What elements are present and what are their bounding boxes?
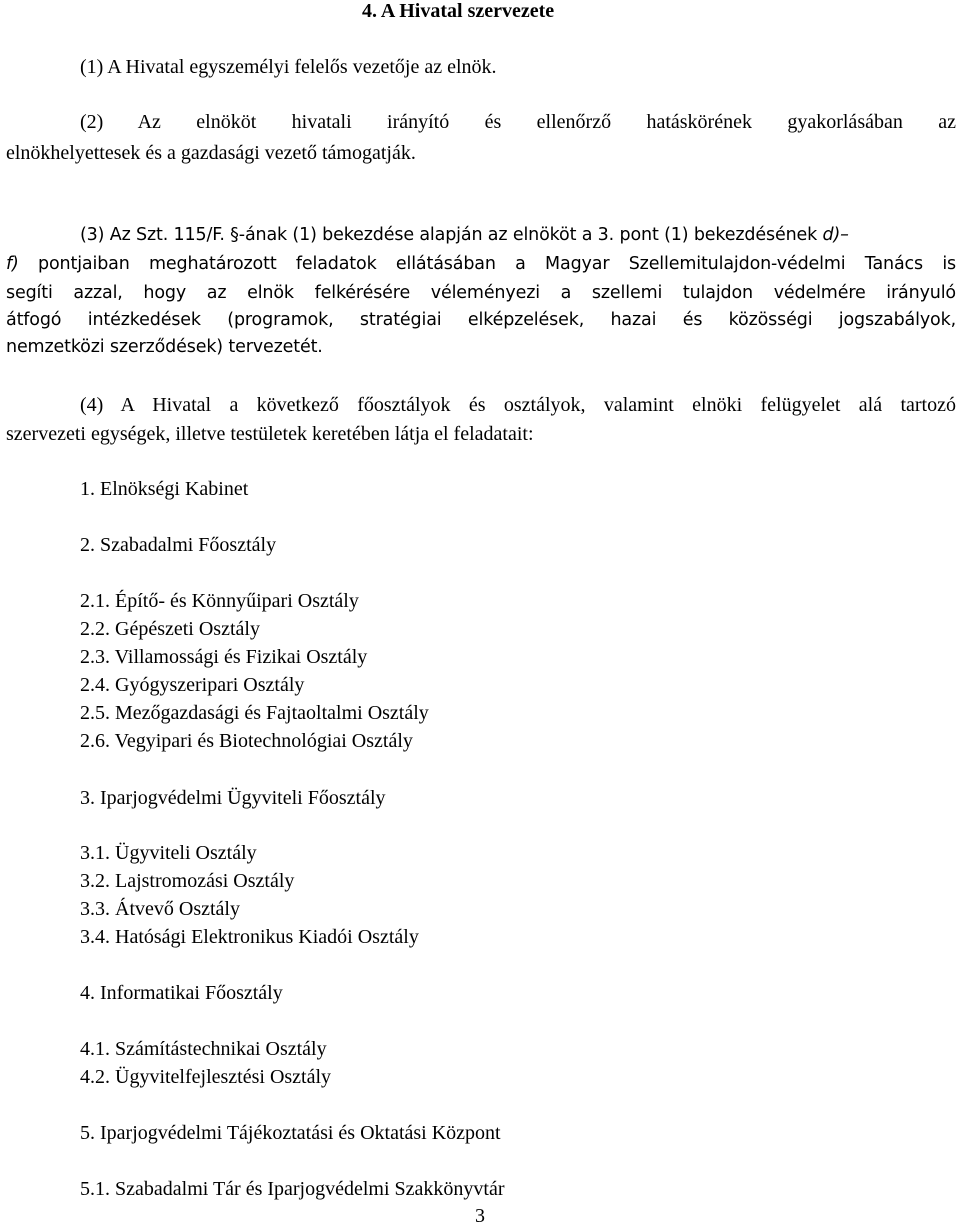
paragraph-3-line-3: segíti azzal, hogy az elnök felkérésére véleményezi a szellemi tulajdon védelmére irányuló xyxy=(6,283,956,303)
paragraph-3-line-1 xyxy=(80,225,849,245)
list-item: 2.5. Mezőgazdasági és Fajtaoltalmi Osztály xyxy=(80,702,429,724)
paragraph-4-line-2: szervezeti egységek, illetve testületek keretében látja el feladatait: xyxy=(6,423,534,445)
paragraph-4-line-1: (4) A Hivatal a következő főosztályok és osztályok, valamint elnöki felügyelet alá tartozó xyxy=(80,394,956,416)
paragraph-3-line-1-italic: d)– xyxy=(822,225,849,245)
list-item: 3.4. Hatósági Elektronikus Kiadói Osztály xyxy=(80,926,419,948)
list-item: 4.1. Számítástechnikai Osztály xyxy=(80,1038,327,1060)
paragraph-3-line-2-italic: f) xyxy=(6,254,19,274)
list-item: 3. Iparjogvédelmi Ügyviteli Főosztály xyxy=(80,787,386,809)
list-item: 4. Informatikai Főosztály xyxy=(80,982,283,1004)
paragraph-3-line-4: átfogó intézkedések (programok, stratégiai elképzelések, hazai és közösségi jogszabályok, xyxy=(6,310,956,330)
list-item: 1. Elnökségi Kabinet xyxy=(80,478,249,500)
list-item: 3.1. Ügyviteli Osztály xyxy=(80,842,257,864)
list-item: 5. Iparjogvédelmi Tájékoztatási és Oktatási Központ xyxy=(80,1122,501,1144)
list-item: 3.2. Lajstromozási Osztály xyxy=(80,870,295,892)
list-item: 2.4. Gyógyszeripari Osztály xyxy=(80,674,305,696)
paragraph-3-line-5: nemzetközi szerződések) tervezetét. xyxy=(6,337,323,357)
list-item: 5.1. Szabadalmi Tár és Iparjogvédelmi Szakkönyvtár xyxy=(80,1178,505,1200)
paragraph-3-line-2-text: pontjaiban meghatározott feladatok ellátásában a Magyar Szellemitulajdon-védelmi Tanács is xyxy=(38,254,956,274)
list-item: 2.2. Gépészeti Osztály xyxy=(80,618,260,640)
paragraph-3-line-1-text: (3) Az Szt. 115/F. §-ának (1) bekezdése alapján az elnököt a 3. pont (1) bekezdésének xyxy=(80,225,818,245)
section-heading: 4. A Hivatal szervezete xyxy=(362,0,555,22)
list-item: 3.3. Átvevő Osztály xyxy=(80,898,240,920)
list-item: 4.2. Ügyvitelfejlesztési Osztály xyxy=(80,1066,332,1088)
paragraph-2-line-1: (2) Az elnököt hivatali irányító és ellenőrző hatáskörének gyakorlásában az xyxy=(80,111,956,133)
paragraph-1: (1) A Hivatal egyszemélyi felelős vezetője az elnök. xyxy=(80,56,497,78)
list-item: 2.6. Vegyipari és Biotechnológiai Osztály xyxy=(80,730,413,752)
paragraph-3-line-2 xyxy=(6,254,956,274)
list-item: 2. Szabadalmi Főosztály xyxy=(80,534,277,556)
paragraph-2-line-2: elnökhelyettesek és a gazdasági vezető támogatják. xyxy=(6,142,416,164)
page-number: 3 xyxy=(475,1205,485,1227)
list-item: 2.3. Villamossági és Fizikai Osztály xyxy=(80,646,368,668)
list-item: 2.1. Építő- és Könnyűipari Osztály xyxy=(80,590,359,612)
